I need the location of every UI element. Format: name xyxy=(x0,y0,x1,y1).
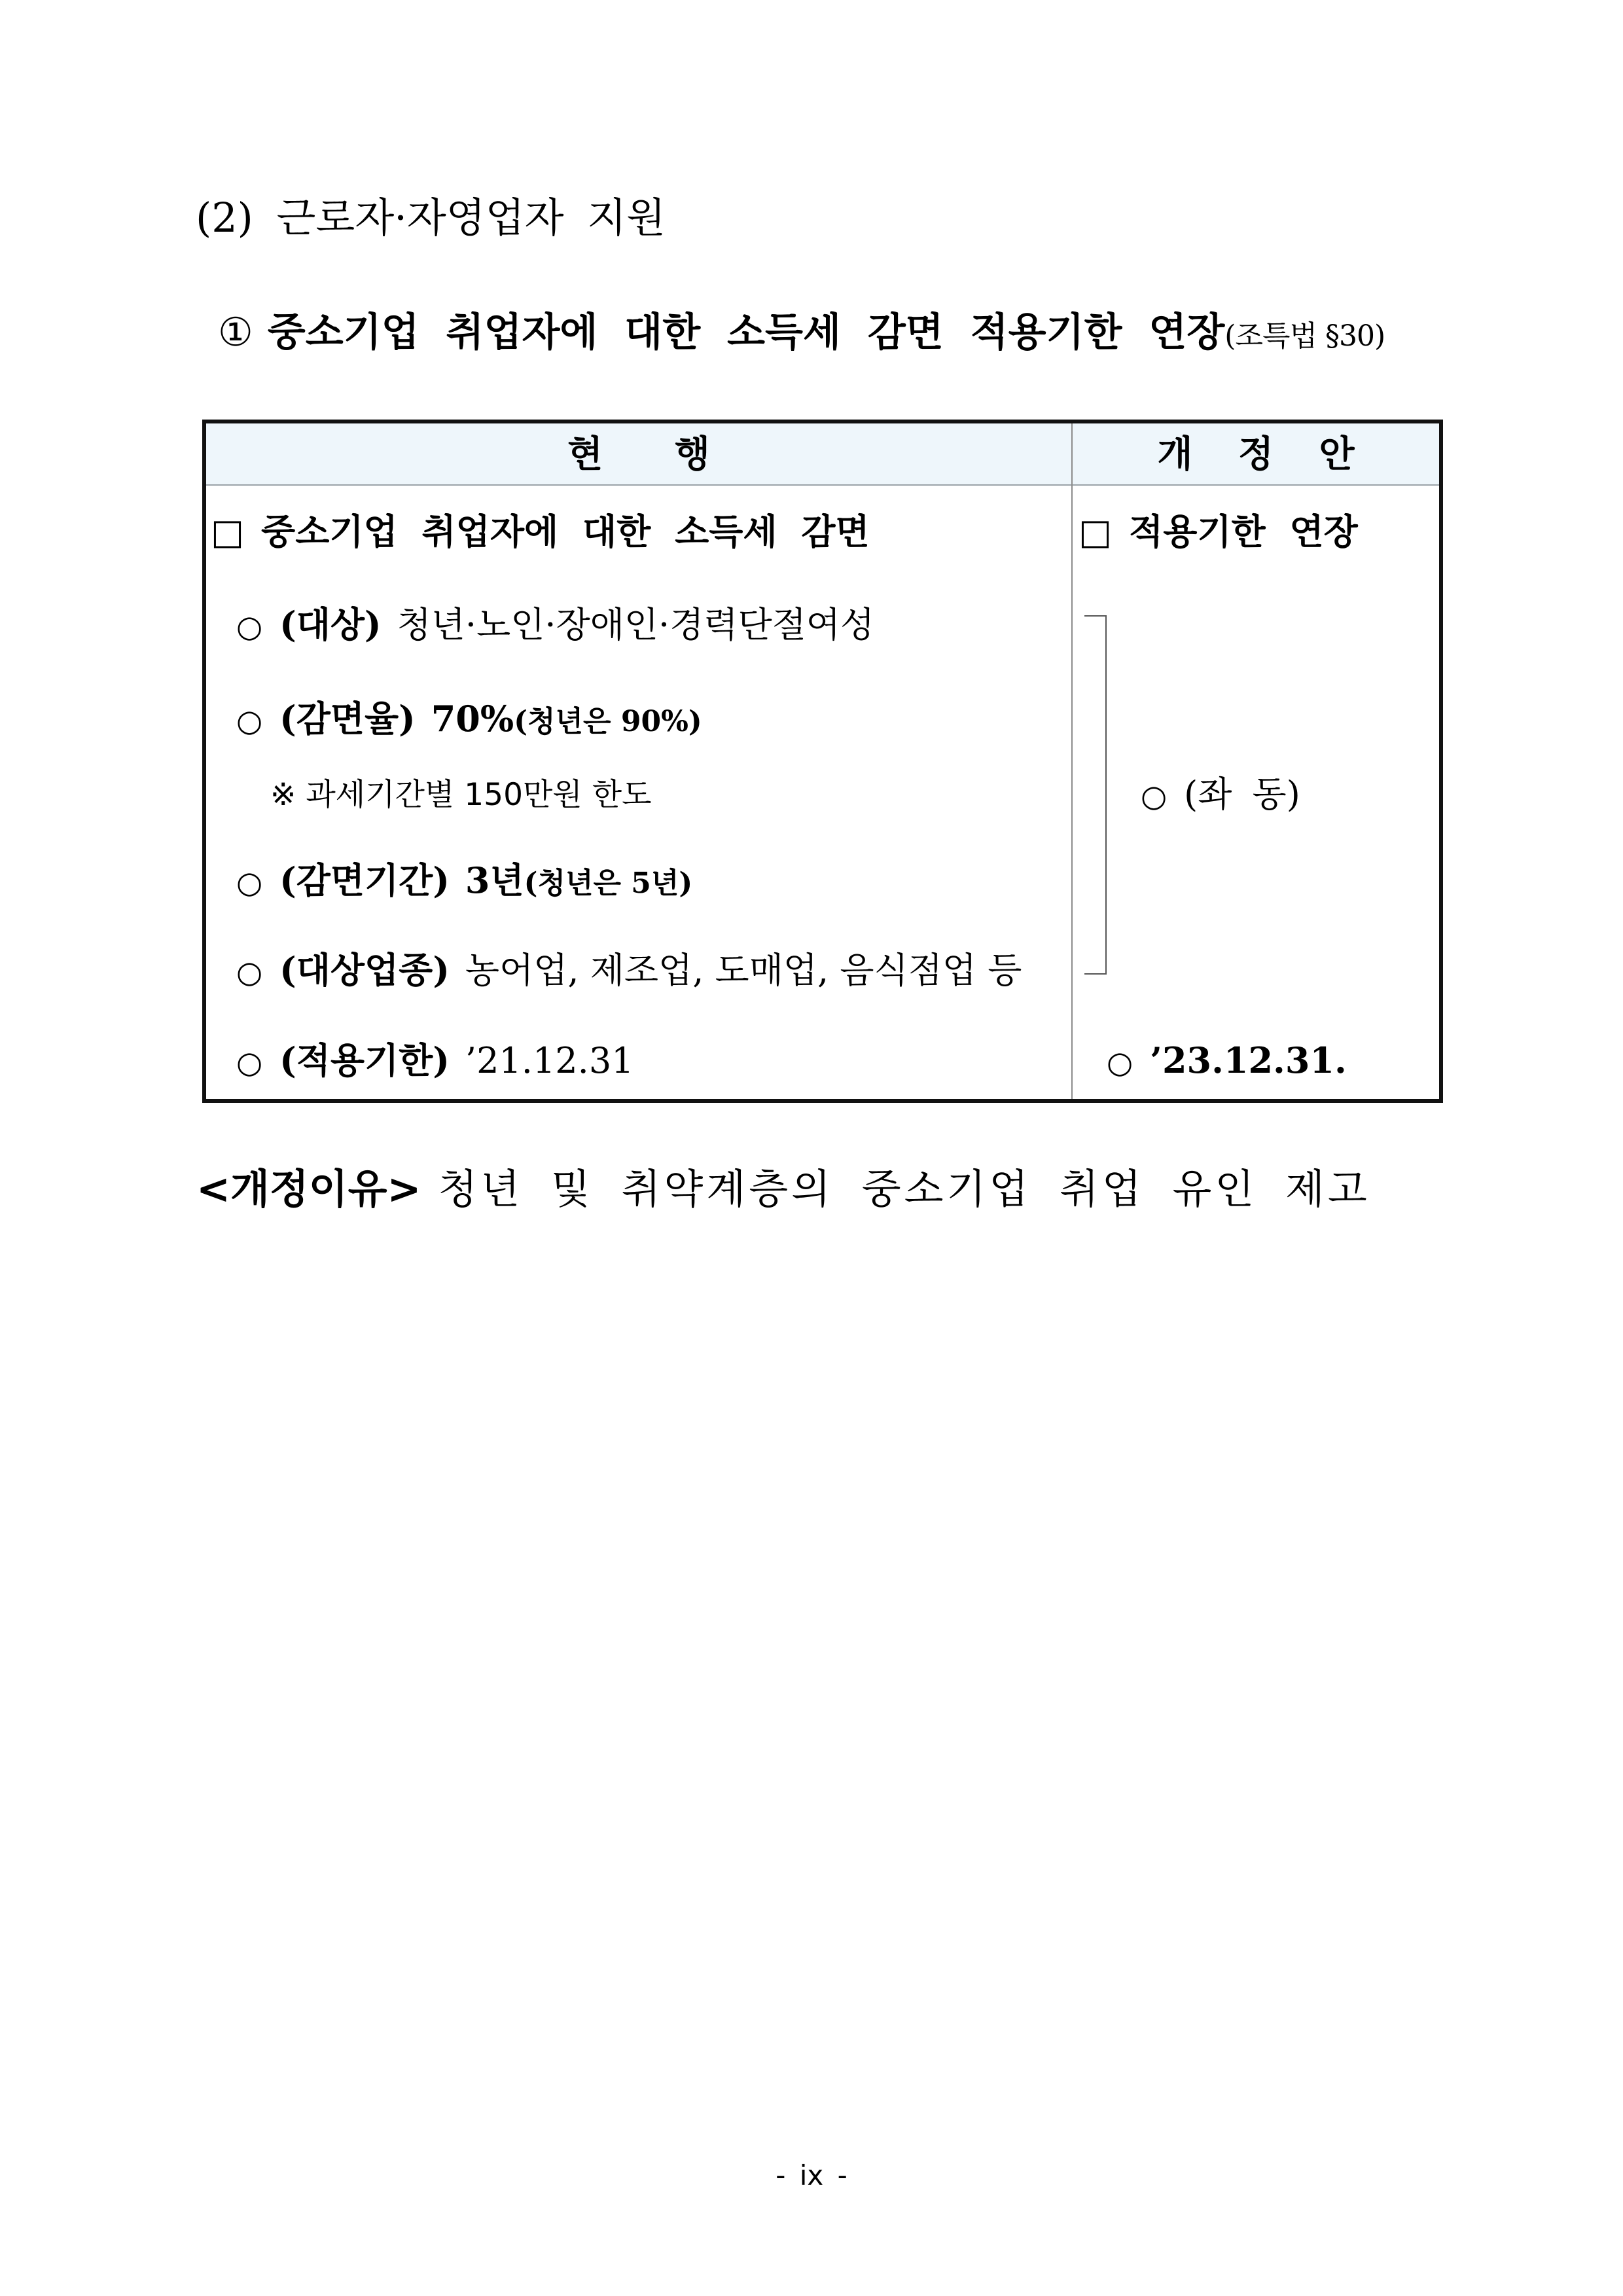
item-value: 농어업, 제조업, 도매업, 음식점업 등 xyxy=(465,950,1022,991)
revised-deadline-row xyxy=(1107,1039,1347,1084)
section-heading: (2) 근로자·자영업자 지원 xyxy=(196,194,666,242)
item-value: ’21.12.31 xyxy=(465,1040,634,1081)
item-label: (감면율) xyxy=(279,698,416,740)
item-label: (감면기간) xyxy=(279,859,450,901)
current-item-target xyxy=(236,603,874,648)
header-current: 현 행 xyxy=(567,433,710,476)
limit-note: ※ 과세기간별 150만원 한도 xyxy=(270,777,652,813)
item-title: 중소기업 취업자에 대한 소득세 감면 적용기한 연장 xyxy=(267,310,1225,355)
revised-same-row xyxy=(1141,773,1300,817)
revised-deadline: ’23.12.31. xyxy=(1150,1039,1347,1081)
reason-text: 청년 및 취약계층의 중소기업 취업 유인 제고 xyxy=(438,1165,1370,1213)
reason-label: <개정이유> xyxy=(196,1165,421,1213)
current-item-deadline xyxy=(236,1039,634,1084)
square-marker-icon: □ xyxy=(211,511,245,552)
revision-reason xyxy=(196,1165,1370,1213)
item-value: 70% xyxy=(431,698,514,740)
current-item-industry xyxy=(236,948,1022,994)
column-divider xyxy=(1071,423,1073,1099)
item-number: ① xyxy=(218,310,253,355)
circle-bullet-icon: ○ xyxy=(236,1045,263,1080)
current-item-period xyxy=(236,859,692,905)
item-detail: (청년은 5년) xyxy=(524,867,693,900)
item-detail: (청년은 90%) xyxy=(514,705,702,738)
current-title-row xyxy=(211,510,870,554)
page-number: - ix - xyxy=(776,2159,847,2191)
current-title: 중소기업 취업자에 대한 소득세 감면 xyxy=(261,511,870,552)
circle-bullet-icon: ○ xyxy=(236,703,263,738)
square-marker-icon: □ xyxy=(1079,511,1113,552)
item-value: 3년 xyxy=(465,859,524,901)
header-revised: 개 정 안 xyxy=(1157,433,1355,476)
circle-bullet-icon: ○ xyxy=(1141,778,1168,814)
same-as-current: (좌 동) xyxy=(1184,774,1300,815)
item-label: (대상) xyxy=(279,603,382,645)
circle-bullet-icon: ○ xyxy=(236,954,263,990)
item-heading xyxy=(218,309,1385,360)
item-label: (적용기한) xyxy=(279,1039,450,1081)
current-item-rate xyxy=(236,697,702,744)
comparison-table xyxy=(202,420,1443,1103)
revised-title-row xyxy=(1079,510,1358,554)
revised-title: 적용기한 연장 xyxy=(1129,511,1358,552)
item-label: (대상업종) xyxy=(279,949,450,991)
item-value: 청년·노인·장애인·경력단절여성 xyxy=(397,604,875,645)
law-reference: (조특법 §30) xyxy=(1224,319,1385,353)
right-bracket-icon xyxy=(1084,615,1107,975)
circle-bullet-icon: ○ xyxy=(236,865,263,900)
circle-bullet-icon: ○ xyxy=(1107,1045,1133,1080)
circle-bullet-icon: ○ xyxy=(236,609,263,644)
